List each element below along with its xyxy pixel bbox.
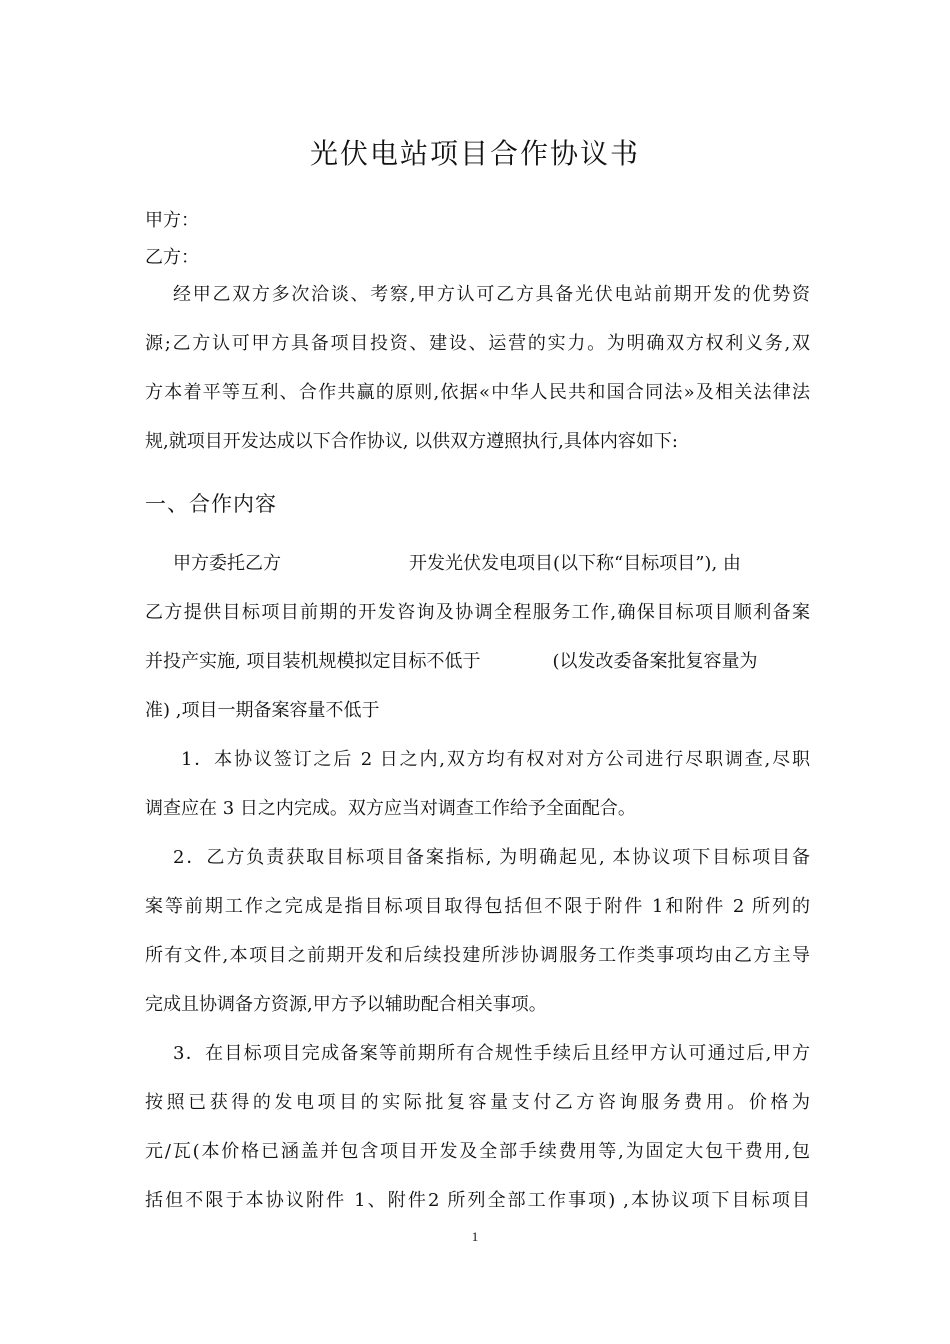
- section-1-line-4: 准) ,项目一期备案容量不低于: [145, 700, 380, 721]
- section-1-line-3-part-a: 并投产实施, 项目装机规模拟定目标不低于: [145, 651, 481, 672]
- section-1-line-3-part-b: (以发改委备案批复容量为: [552, 651, 758, 672]
- item-3-line-4: 括但不限于本协议附件 1、附件2 所列全部工作事项) ,本协议项下目标项目: [145, 1190, 810, 1211]
- section-1-heading: 一、合作内容: [145, 492, 277, 516]
- page-number: 1: [471, 1229, 479, 1244]
- section-1-line-3: [145, 649, 810, 675]
- intro-line-1: 经甲乙双方多次洽谈、考察,甲方认可乙方具备光伏电站前期开发的优势资: [173, 284, 810, 305]
- section-1-line-1-part-a: 甲方委托乙方: [173, 553, 281, 574]
- item-3-line-3: 元/瓦(本价格已涵盖并包含项目开发及全部手续费用等,为固定大包干费用,包: [145, 1141, 810, 1162]
- intro-line-4: 规,就项目开发达成以下合作协议, 以供双方遵照执行,具体内容如下:: [145, 431, 678, 452]
- section-1-line-1: [173, 551, 838, 577]
- item-2-line-2: 案等前期工作之完成是指目标项目取得包括但不限于附件 1和附件 2 所列的: [145, 896, 810, 917]
- intro-line-2: 源;乙方认可甲方具备项目投资、建设、运营的实力。为明确双方权利义务,双: [145, 333, 810, 354]
- document-title: 光伏电站项目合作协议书: [309, 137, 640, 170]
- section-1-line-1-part-b: 开发光伏发电项目(以下称“目标项目”), 由: [409, 553, 741, 574]
- item-2-line-4: 完成且协调备方资源,甲方予以辅助配合相关事项。: [145, 994, 547, 1015]
- party-b-label: 乙方：: [145, 247, 199, 268]
- item-3-line-1: 3．在目标项目完成备案等前期所有合规性手续后且经甲方认可通过后,甲方: [173, 1043, 810, 1064]
- item-2-line-1: 2．乙方负责获取目标项目备案指标, 为明确起见, 本协议项下目标项目备: [173, 847, 810, 868]
- item-1-line-2: 调查应在 3 日之内完成。双方应当对调查工作给予全面配合。: [145, 798, 636, 819]
- party-a-label: 甲方：: [145, 210, 199, 231]
- item-1-line-1: 1．本协议签订之后 2 日之内,双方均有权对对方公司进行尽职调查,尽职: [181, 749, 810, 770]
- section-1-line-2: 乙方提供目标项目前期的开发咨询及协调全程服务工作,确保目标项目顺利备案: [145, 602, 810, 623]
- item-3-line-2: 按照已获得的发电项目的实际批复容量支付乙方咨询服务费用。价格为: [145, 1092, 810, 1113]
- item-2-line-3: 所有文件,本项目之前期开发和后续投建所涉协调服务工作类事项均由乙方主导: [145, 945, 810, 966]
- intro-line-3: 方本着平等互利、合作共赢的原则,依据«中华人民共和国合同法»及相关法律法: [145, 382, 810, 403]
